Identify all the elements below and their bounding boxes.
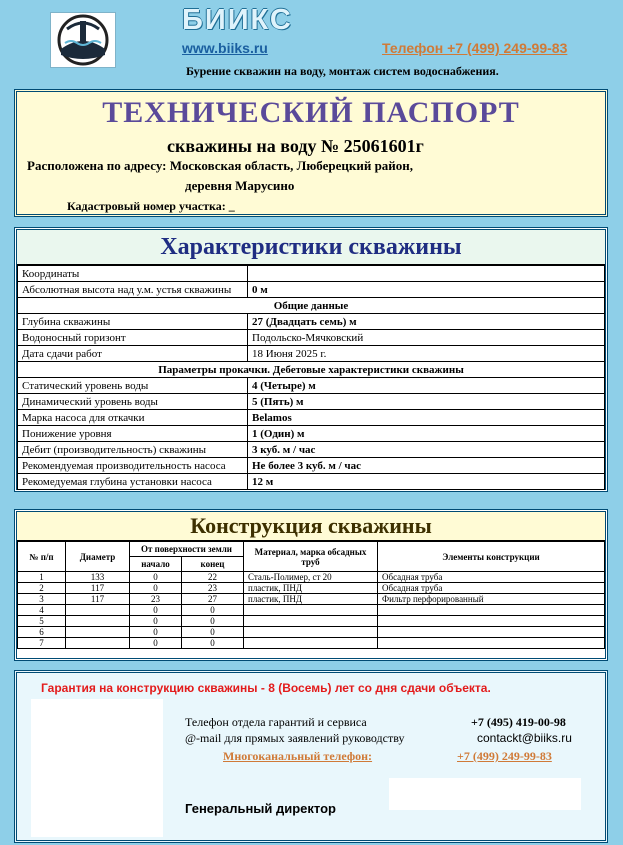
row-diameter [66,638,130,649]
row-start: 0 [130,583,182,594]
depth-label: Глубина скважины [18,314,248,330]
table-row [18,330,605,346]
row-diameter [66,605,130,616]
row-end: 0 [182,605,244,616]
row-end: 27 [182,594,244,605]
table-row [18,572,605,583]
horizon-label: Водоносный горизонт [18,330,248,346]
date-label: Дата сдачи работ [18,346,248,362]
guarantee-line: Гарантия на конструкцию скважины - 8 (Восемь) лет со дня сдачи объекта. [41,681,491,695]
characteristics-title: Характеристики скважины [17,230,605,265]
table-row [18,627,605,638]
pumping-section-title: Параметры прокачки. Дебетовые характеристики скважины [18,362,605,378]
table-row [18,605,605,616]
row-diameter: 117 [66,583,130,594]
pump-value: Belamos [248,410,605,426]
guarantee-panel [14,670,608,843]
row-diameter [66,616,130,627]
horizon-value: Подольско-Мячковский [248,330,605,346]
col-end-header: конец [182,557,244,572]
row-start: 0 [130,627,182,638]
col-num-header: № п/п [18,542,66,572]
email-label: @-mail для прямых заявлений руководству [185,731,405,745]
characteristics-panel [14,227,608,492]
row-start: 0 [130,572,182,583]
construction-panel [14,509,608,661]
title-panel [14,89,608,217]
row-start: 0 [130,616,182,627]
row-element: Фильтр перфорированный [378,594,605,605]
table-row [18,426,605,442]
service-phone[interactable]: +7 (495) 419-00-98 [471,715,566,729]
table-header-row [18,542,605,557]
row-start: 23 [130,594,182,605]
table-row [18,314,605,330]
row-end: 0 [182,638,244,649]
service-label: Телефон отдела гарантий и сервиса [185,715,367,729]
construction-table [17,541,605,649]
col-surface-header: От поверхности земли [130,542,244,557]
row-element [378,638,605,649]
row-material [244,605,378,616]
row-end: 0 [182,627,244,638]
recprod-label: Рекомендуемая производительность насоса [18,458,248,474]
coords-label: Координаты [18,266,248,282]
well-logo-icon [51,13,115,67]
recdepth-label: Рекомедуемая глубина установки насоса [18,474,248,490]
row-num: 4 [18,605,66,616]
document-subtitle: скважины на воду № 25061601г [167,136,424,156]
row-material [244,638,378,649]
row-material: пластик, ПНД [244,594,378,605]
cadastral-number: Кадастровый номер участка: _ [67,199,235,213]
row-element: Обсадная труба [378,583,605,594]
col-diameter-header: Диаметр [66,542,130,572]
drop-label: Понижение уровня [18,426,248,442]
multichannel-phone[interactable]: +7 (499) 249-99-83 [457,749,552,763]
row-diameter: 133 [66,572,130,583]
depth-value: 27 (Двадцать семь) м [248,314,605,330]
row-element [378,616,605,627]
table-row [18,298,605,314]
height-value: 0 м [248,282,605,298]
table-row [18,442,605,458]
row-num: 1 [18,572,66,583]
row-element: Обсадная труба [378,572,605,583]
row-element [378,605,605,616]
row-material [244,627,378,638]
col-material-header: Материал, марка обсадных труб [244,542,378,572]
date-value: 18 Июня 2025 г. [248,346,605,362]
row-material: Сталь-Полимер, ст 20 [244,572,378,583]
address-line-2: деревня Марусино [185,178,295,193]
drop-value: 1 (Один) м [248,426,605,442]
row-element [378,627,605,638]
email-link[interactable]: contackt@biiks.ru [477,731,572,745]
table-row [18,474,605,490]
recprod-value: Не более 3 куб. м / час [248,458,605,474]
row-num: 3 [18,594,66,605]
row-end: 22 [182,572,244,583]
table-row [18,346,605,362]
dynamic-value: 5 (Пять) м [248,394,605,410]
table-row [18,378,605,394]
debit-value: 3 куб. м / час [248,442,605,458]
pump-label: Марка насоса для откачки [18,410,248,426]
table-row [18,583,605,594]
row-num: 5 [18,616,66,627]
signature-area [389,778,581,810]
company-slogan: Бурение скважин на воду, монтаж систем водоснабжения. [186,64,499,78]
row-end: 23 [182,583,244,594]
table-row [18,638,605,649]
document-title: ТЕХНИЧЕСКИЙ ПАСПОРТ [102,96,520,129]
address-line-1: Расположена по адресу: Московская область, Люберецкий район, [27,158,414,173]
row-material [244,616,378,627]
recdepth-value: 12 м [248,474,605,490]
table-row [18,362,605,378]
director-label: Генеральный директор [185,801,336,816]
debit-label: Дебит (производительность) скважины [18,442,248,458]
table-row [18,594,605,605]
row-diameter: 117 [66,594,130,605]
multichannel-label: Многоканальный телефон: [223,749,373,763]
col-elements-header: Элементы конструкции [378,542,605,572]
header-phone-link[interactable]: Телефон +7 (499) 249-99-83 [382,40,568,56]
table-row [18,394,605,410]
row-num: 7 [18,638,66,649]
row-num: 6 [18,627,66,638]
row-diameter [66,627,130,638]
construction-title: Конструкция скважины [17,512,605,541]
table-row [18,266,605,282]
static-value: 4 (Четыре) м [248,378,605,394]
dynamic-label: Динамический уровень воды [18,394,248,410]
table-row [18,410,605,426]
row-end: 0 [182,616,244,627]
page-header [0,0,623,88]
col-start-header: начало [130,557,182,572]
characteristics-table [17,265,605,490]
table-row [18,616,605,627]
row-num: 2 [18,583,66,594]
row-start: 0 [130,638,182,649]
row-start: 0 [130,605,182,616]
brand-name: БИИКС [182,4,293,36]
row-material: пластик, ПНД [244,583,378,594]
website-link[interactable]: www.biiks.ru [182,40,268,56]
static-label: Статический уровень воды [18,378,248,394]
table-row [18,282,605,298]
stamp-area [31,699,163,837]
table-row [18,458,605,474]
general-section-title: Общие данные [18,298,605,314]
coords-value [248,266,605,282]
company-logo [50,12,116,68]
height-label: Абсолютная высота над у.м. устья скважины [18,282,248,298]
